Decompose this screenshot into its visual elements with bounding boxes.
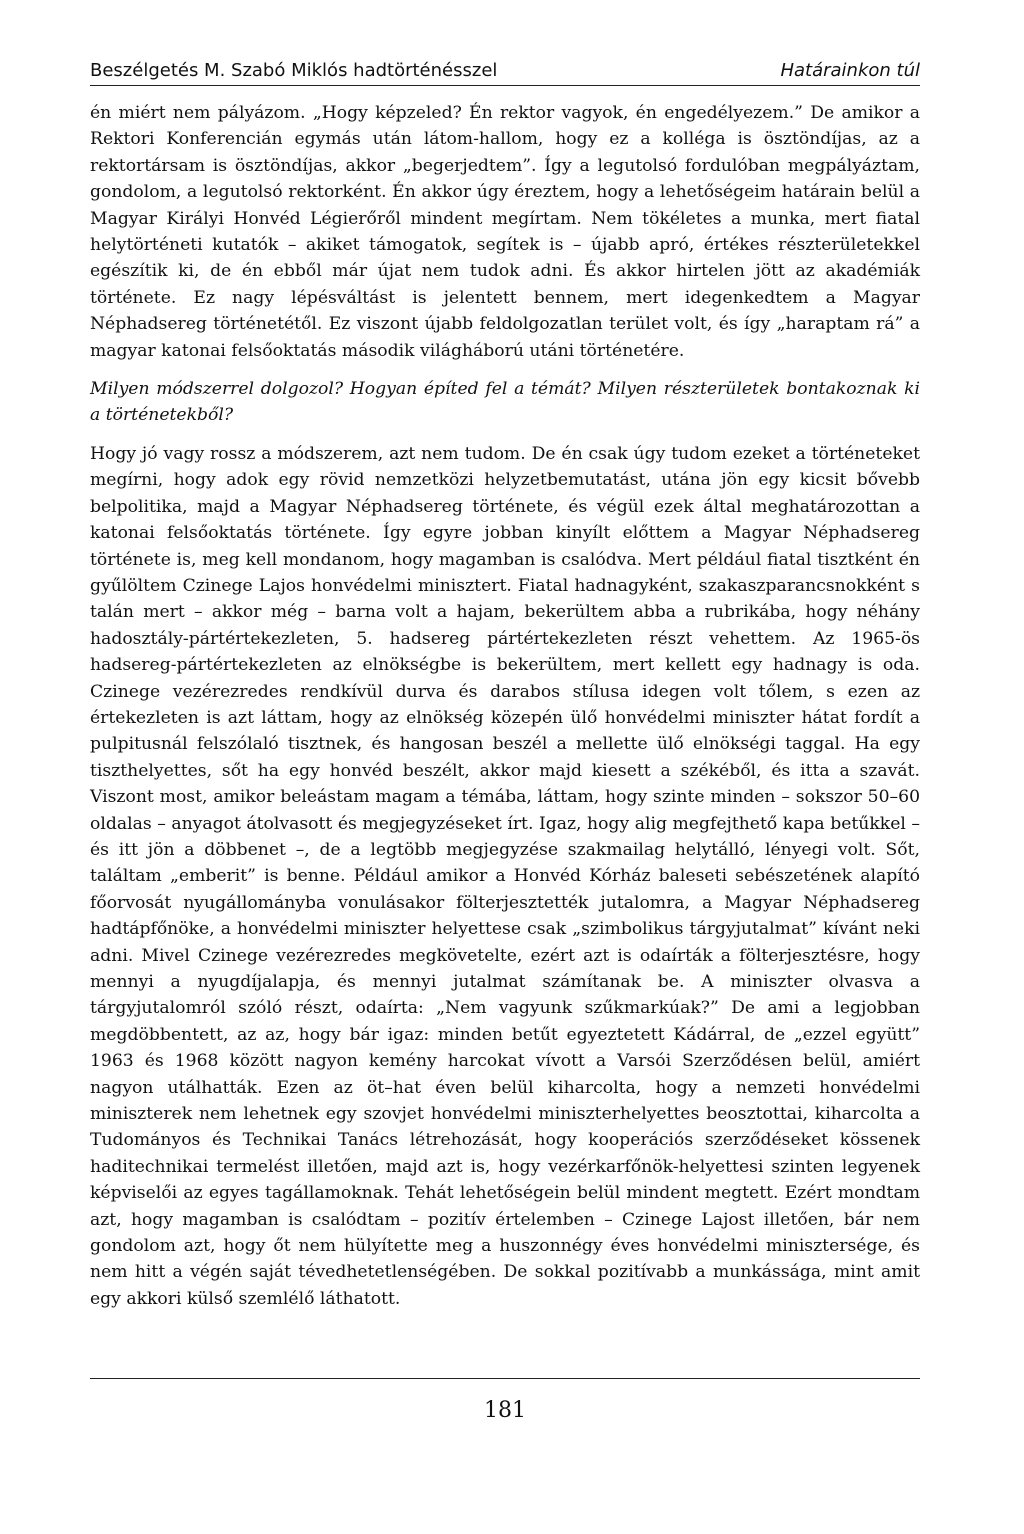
paragraph-answer-1: én miért nem pályázom. „Hogy képzeled? Én rektor vagyok, én engedélyezem.” De amikor a Rektori Konferencián egymás után látom-hallom, hogy ez a kolléga is ösztöndíjas, az a rektortársam is ösztöndíjas, akkor „begerjedtem”. Így a legutolsó fordulóban megpályáztam, gondolom, a legutolsó rektorként. Én akkor úgy éreztem, hogy a lehetőségeim határain belül a Magyar Királyi Honvéd Légierőről mindent megírtam. Nem tökéletes a munka, mert fiatal helytörténeti kutatók – akiket támogatok, segítek is – újabb apró, értékes részterületekkel egészítik ki, de én ebből már újat nem tudok adni. És akkor hirtelen jött az akadémiák története. Ez nagy lépésváltást is jelentett bennem, mert idegenkedtem a Magyar Néphadsereg történetétől. Ez viszont újabb feldolgozatlan terület volt, és így „haraptam rá” a magyar katonai felsőoktatás második világháború utáni történetére. (90, 103, 920, 361)
running-header-section: Határainkon túl (780, 60, 920, 81)
interview-question: Milyen módszerrel dolgozol? Hogyan építed fel a témát? Milyen részterületek bontakoznak ki a történetekből? (90, 379, 920, 426)
body-text (90, 100, 920, 1312)
book-page (90, 60, 920, 1500)
footer-divider (90, 1378, 920, 1379)
running-header (90, 60, 920, 86)
running-header-title: Beszélgetés M. Szabó Miklós hadtörténésszel (90, 60, 498, 81)
paragraph-answer-2: Hogy jó vagy rossz a módszerem, azt nem tudom. De én csak úgy tudom ezeket a történeteket megírni, hogy adok egy rövid nemzetközi helyzetbemutatást, utána jön egy kicsit bővebb belpolitika, majd a Magyar Néphadsereg története, és végül ezek által meghatározottan a katonai felsőoktatás története. Így egyre jobban kinyílt előttem a Magyar Néphadsereg története is, meg kell mondanom, hogy magamban is csalódva. Mert például fiatal tisztként én gyűlöltem Czinege Lajos honvédelmi minisztert. Fiatal hadnagyként, szakaszparancsnokként s talán mert – akkor még – barna volt a hajam, bekerültem abba a rubrikába, hogy néhány hadosztály-pártértekezleten, 5. hadsereg pártértekezleten részt vehettem. Az 1965-ös hadsereg-pártértekezleten az elnökségbe is bekerültem, mert kellett egy hadnagy is oda. Czinege vezérezredes rendkívül durva és darabos stílusa idegen volt tőlem, s ezen az értekezleten is azt láttam, hogy az elnökség közepén ülő honvédelmi miniszter hátat fordít a pulpitusnál felszólaló tisztnek, és hangosan beszél a mellette ülő elnökségi taggal. Ha egy tiszthelyettes, sőt ha egy honvéd beszélt, akkor majd kiesett a székéből, és itta a szavát. Viszont most, amikor beleástam magam a témába, láttam, hogy szinte minden – sokszor 50–60 oldalas – anyagot átolvasott és megjegyzéseket írt. Igaz, hogy alig megfejthető kapa betűkkel – és itt jön a döbbenet –, de a legtöbb megjegyzése szakmailag helytálló, lényegi volt. Sőt, találtam „emberit” is benne. Például amikor a Honvéd Kórház baleseti sebészetének alapító főorvosát nyugállományba vonulásakor fölterjesztették jutalomra, a Magyar Néphadsereg hadtápfőnöke, a honvédelmi miniszter helyettese csak „szimbolikus tárgyjutalmat” kívánt neki adni. Mivel Czinege vezérezredes megkövetelte, ezért azt is odaírták a fölterjesztésre, hogy mennyi a nyugdíjalapja, és mennyi jutalmat számítanak be. A miniszter olvasva a tárgyjutalomról szóló részt, odaírta: „Nem vagyunk szűkmarkúak?” De ami a legjobban megdöbbentett, az az, hogy bár igaz: minden betűt egyeztetett Kádárral, de „ezzel együtt” 1963 és 1968 között nagyon kemény harcokat vívott a Varsói Szerződésen belül, amiért nagyon utálhatták. Ezen az öt–hat éven belül kiharcolta, hogy a nemzeti honvédelmi miniszterek nem lehetnek egy szovjet honvédelmi miniszterhelyettes beosztottai, kiharcolta a Tudományos és Technikai Tanács létrehozását, hogy kooperációs szerződéseket kössenek haditechnikai termelést illetően, majd azt is, hogy vezérkarfőnök-helyettesi szinten legyenek képviselői az egyes tagállamoknak. Tehát lehetőségein belül mindent megtett. Ezért mondtam azt, hogy magamban is csalódtam – pozitív értelemben – Czinege Lajost illetően, bár nem gondolom azt, hogy őt nem hülyítette meg a huszonnégy éves honvédelmi minisztersége, és nem hitt a végén saját tévedhetetlenségében. De sokkal pozitívabb a munkássága, mint amit egy akkori külső szemlélő láthatott. (90, 443, 920, 1309)
page-number: 181 (484, 1398, 526, 1423)
